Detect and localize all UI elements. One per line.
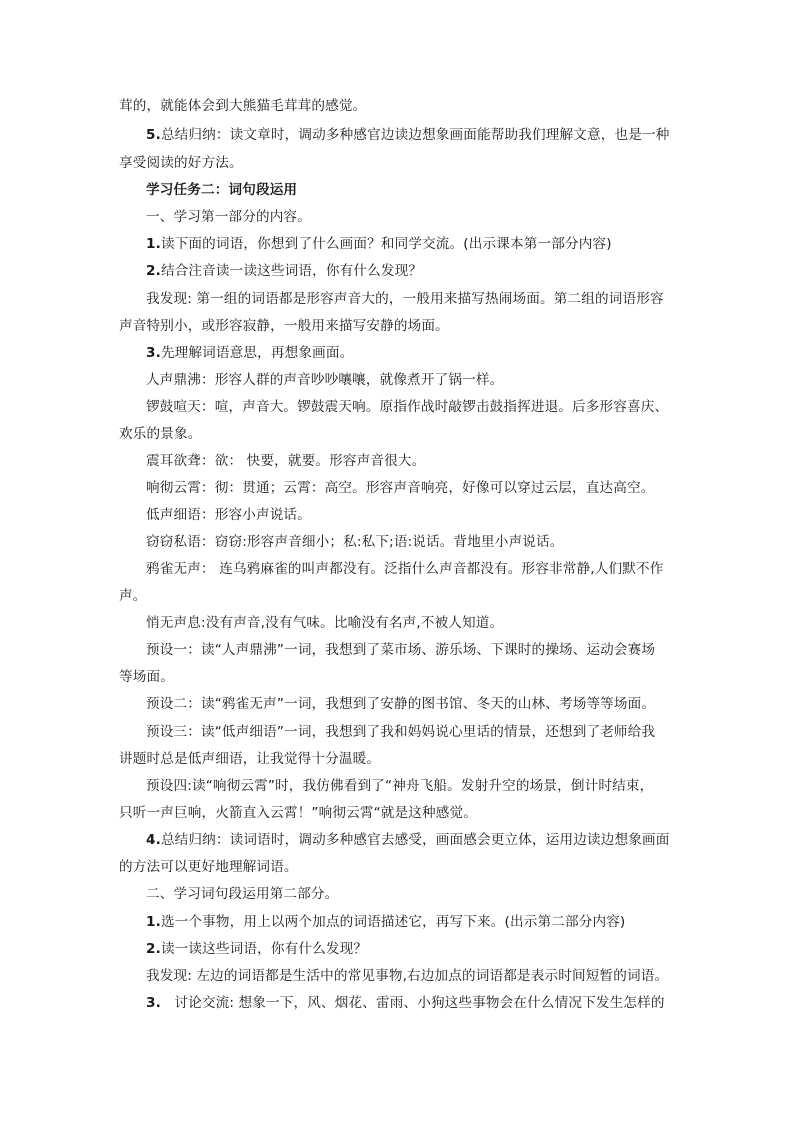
subsection-heading [0,208,794,226]
text-line [0,317,794,335]
line-text: 总结归纳：读词语时，调动多种感官去感受，画面感会更立体，运用边读边想象画面 [160,832,670,848]
line-text: 鸦雀无声： 连乌鸦麻雀的叫声都没有。泛指什么声音都没有。形容非常静,人们默不作 [146,561,664,577]
text-line [0,695,794,713]
list-item [0,235,794,253]
list-number: 3. [146,995,161,1011]
list-number: 2. [146,941,161,957]
list-number: 1. [146,236,161,252]
line-text: 预设四:读“响彻云霄”时，我仿佛看到了“神舟飞船。发射升空的场景，倒计时结束， [146,778,654,794]
line-text: 茸的，就能体会到大熊猫毛茸茸的感觉。 [119,98,367,114]
list-number: 3. [146,345,161,361]
list-item [0,940,794,958]
line-text: 我发现: 第一组的词语都是形容声音大的，一般用来描写热闹场面。第二组的词语形容 [146,291,664,307]
line-text: 悄无声息:没有声音,没有气味。比喻没有名声,不被人知道。 [146,615,504,631]
list-number: 4. [146,832,161,848]
text-line [0,668,794,686]
line-text: 声。 [119,588,147,604]
text-line [0,750,794,768]
line-text: 响彻云霄：彻：贯通；云霄：高空。形容声音响亮，好像可以穿过云层，直达高空。 [146,480,655,496]
text-line [0,723,794,741]
list-item [0,831,794,849]
text-line [0,425,794,443]
line-text: 震耳欲聋：欲： 快要，就要。形容声音很大。 [146,453,426,469]
text-line [0,858,794,876]
line-text: 我发现: 左边的词语都是生活中的常见事物,右边加点的词语都是表示时间短暂的词语。 [146,968,669,984]
definition-line [0,614,794,632]
line-text: 先理解词语意思，再想象画面。 [160,345,354,361]
definition-line [0,371,794,389]
line-text: 享受阅读的好方法。 [119,155,243,171]
line-text: 窃窃私语：窃窃:形容声音细小；私:私下;语:说话。背地里小声说话。 [146,534,564,550]
line-text: 的方法可以更好地理解词语。 [119,859,298,875]
line-text: 讨论交流: 想象一下，风、烟花、雷雨、小狗这些事物会在什么情况下发生怎样的 [160,995,665,1011]
definition-line [0,533,794,551]
line-text: 选一个事物，用上以两个加点的词语描述它，再写下来。(出示第二部分内容) [160,914,626,930]
line-text: 人声鼎沸：形容人群的声音吵吵嚷嚷，就像煮开了锅一样。 [146,372,504,388]
definition-line [0,479,794,497]
list-item [0,262,794,280]
line-text: 一、学习第一部分的内容。 [146,209,311,225]
list-item [0,913,794,931]
line-text: 欢乐的景象。 [119,426,202,442]
line-text: 等场面。 [119,669,174,685]
definition-line [0,560,794,578]
definition-line [0,452,794,470]
line-text: 只听一声巨响，火箭直入云霄！”响彻云霄“就是这种感觉。 [119,805,477,821]
text-line [0,641,794,659]
line-text: 预设一：读“人声鼎沸”一词，我想到了菜市场、游乐场、下课时的操场、运动会赛场 [146,642,656,658]
text-line [0,154,794,172]
line-text: 声音特别小，或形容寂静，一般用来描写安静的场面。 [119,318,449,334]
definition-line [0,398,794,416]
subsection-heading [0,885,794,903]
line-text: 总结归纳：读文章时，调动多种感官边读边想象画面能帮助我们理解文意，也是一种 [160,127,670,143]
line-text: 锣鼓喧天：喧，声音大。锣鼓震天响。原指作战时敲锣击鼓指挥进退。后多形容喜庆、 [146,399,669,415]
line-text: 二、学习词句段运用第二部分。 [146,886,339,902]
line-text: 预设二：读“鸦雀无声”一词，我想到了安静的图书馆、冬天的山林、考场等等场面。 [146,696,656,712]
line-text: 预设三：读“低声细语”一词，我想到了我和妈妈说心里话的情景，还想到了老师给我 [146,724,656,740]
line-text: 讲题时总是低声细语，让我觉得十分温暖。 [119,751,381,767]
definition-line [0,506,794,524]
list-item [0,344,794,362]
list-number: 2. [146,263,161,279]
heading-text: 学习任务二：词句段运用 [146,182,298,198]
line-text: 读下面的词语，你想到了什么画面？和同学交流。(出示课本第一部分内容) [160,236,612,252]
line-text: 结合注音读一读这些词语，你有什么发现？ [160,263,423,279]
text-line [0,967,794,985]
list-item [0,126,794,144]
list-number: 5. [146,127,161,143]
list-item [0,994,794,1012]
text-line [0,290,794,308]
text-line [0,97,794,115]
text-line [0,777,794,795]
text-line [0,804,794,822]
line-text: 读一读这些词语，你有什么发现？ [160,941,368,957]
section-heading [0,181,794,199]
list-number: 1. [146,914,161,930]
text-line [0,587,794,605]
line-text: 低声细语：形容小声说话。 [146,507,311,523]
